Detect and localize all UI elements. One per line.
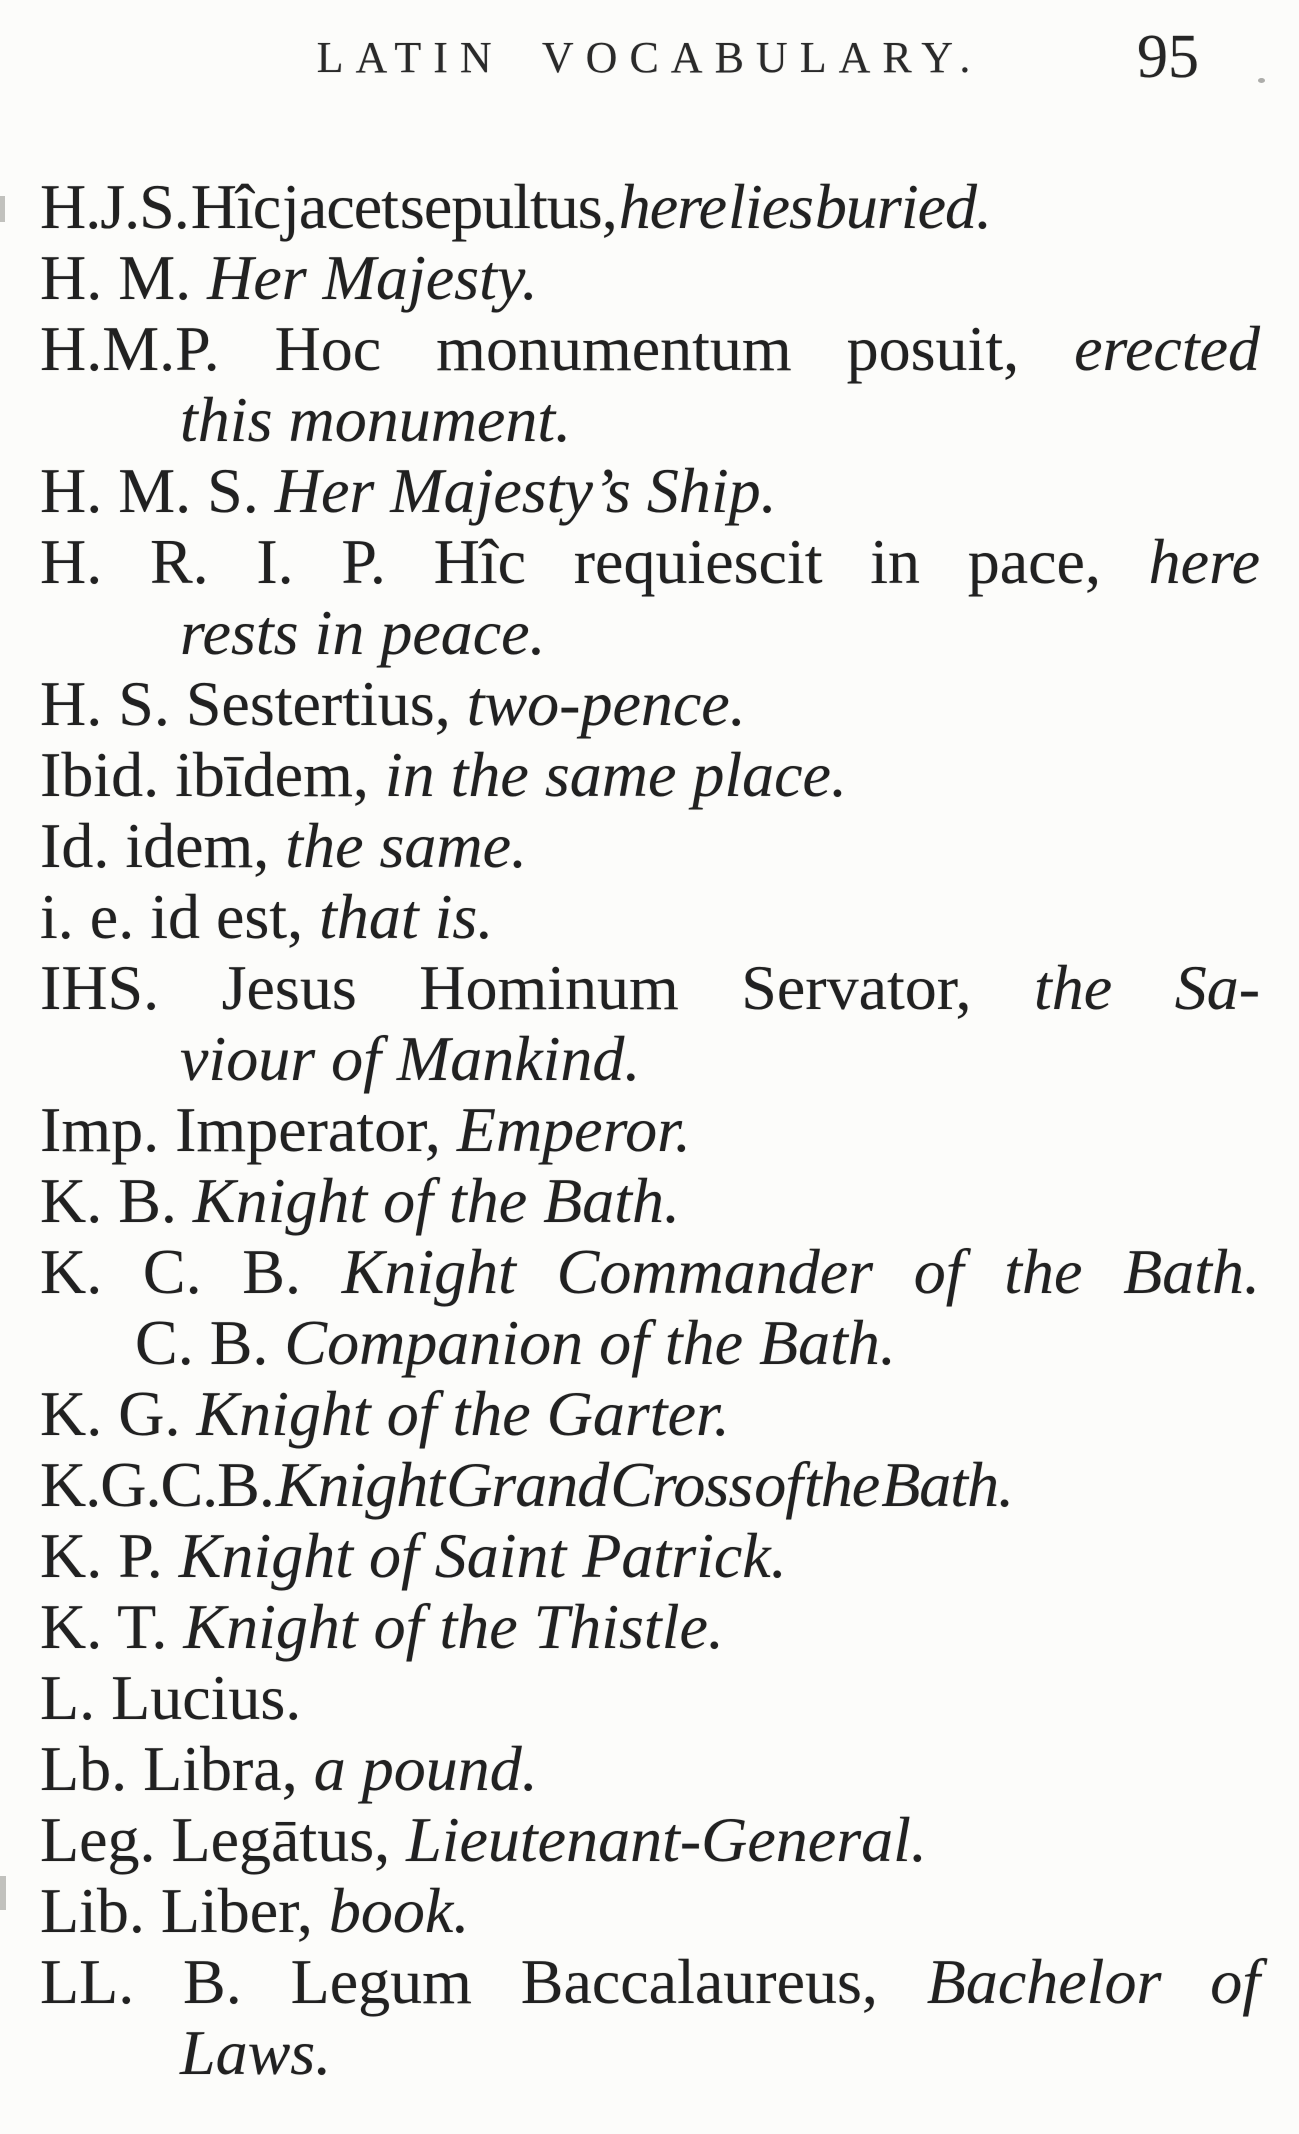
- translation-text: rests in peace.: [180, 597, 546, 668]
- translation-text: Her Majesty’s Ship.: [274, 455, 777, 526]
- translation-text: Knight of the Garter.: [196, 1378, 730, 1449]
- page-body: [40, 171, 1260, 2088]
- latin-text: H. S. Sestertius,: [40, 668, 467, 739]
- latin-text: H. M.: [40, 242, 208, 313]
- translation-text: Knight Grand Cross of the Bath.: [275, 1449, 1014, 1520]
- translation-text: Lieutenant-General.: [406, 1804, 927, 1875]
- translation-text: two-pence.: [466, 668, 746, 739]
- entry-line: [40, 526, 1260, 597]
- latin-text: K. T.: [40, 1591, 184, 1662]
- scan-edge-artifact: [0, 1876, 6, 1910]
- translation-text: the Sa-: [1034, 952, 1261, 1023]
- translation-text: Companion of the Bath.: [284, 1307, 896, 1378]
- latin-text: Ibid. ibīdem,: [40, 739, 385, 810]
- latin-text: Id. idem,: [40, 810, 286, 881]
- translation-text: Knight of Saint Patrick.: [178, 1520, 787, 1591]
- entry-line: [40, 242, 1260, 313]
- latin-text: Lib. Liber,: [40, 1875, 329, 1946]
- translation-text: Emperor.: [456, 1094, 691, 1165]
- latin-text: IHS. Jesus Hominum Servator,: [40, 952, 1035, 1023]
- entry-line: [40, 668, 1260, 739]
- latin-text: LL. B. Legum Baccalaureus,: [40, 1946, 927, 2017]
- translation-text: Laws.: [180, 2017, 332, 2088]
- translation-text: erected: [1074, 313, 1260, 384]
- latin-text: K. C. B.: [40, 1236, 342, 1307]
- running-title: LATIN VOCABULARY.: [316, 33, 983, 82]
- translation-text: Her Majesty.: [207, 242, 538, 313]
- entry-line: [40, 384, 1260, 455]
- entry-line: [40, 1449, 1260, 1520]
- translation-text: that is.: [319, 881, 494, 952]
- entry-line: [40, 1946, 1260, 2017]
- entry-line: [40, 1733, 1260, 1804]
- latin-text: H.M.P. Hoc monumentum posuit,: [40, 313, 1075, 384]
- latin-text: L. Lucius.: [40, 1662, 302, 1733]
- entry-line: [40, 2017, 1260, 2088]
- latin-text: Leg. Legātus,: [40, 1804, 407, 1875]
- entry-line: [40, 313, 1260, 384]
- latin-text: Lb. Libra,: [40, 1733, 314, 1804]
- entry-line: [40, 1520, 1260, 1591]
- translation-text: here lies buried.: [618, 171, 991, 242]
- entry-line: [40, 952, 1260, 1023]
- entry-line: [40, 1094, 1260, 1165]
- entry-line: [40, 1307, 1260, 1378]
- entry-line: [40, 1236, 1260, 1307]
- translation-text: here: [1148, 526, 1260, 597]
- entry-line: [40, 1378, 1260, 1449]
- translation-text: a pound.: [313, 1733, 538, 1804]
- translation-text: Knight of the Thistle.: [183, 1591, 724, 1662]
- scan-speck: [1258, 78, 1265, 83]
- translation-text: Knight of the Bath.: [192, 1165, 680, 1236]
- translation-text: this monument.: [180, 384, 572, 455]
- entry-line: [40, 597, 1260, 668]
- translation-text: book.: [328, 1875, 470, 1946]
- latin-text: H. M. S.: [40, 455, 275, 526]
- latin-text: K. G.: [40, 1378, 197, 1449]
- page-number: 95: [1137, 23, 1199, 91]
- entry-line: [40, 1591, 1260, 1662]
- entry-line: [40, 739, 1260, 810]
- page-header: [0, 20, 1299, 100]
- entry-line: [40, 881, 1260, 952]
- translation-text: Knight Commander of the Bath.: [341, 1236, 1261, 1307]
- latin-text: H. R. I. P. Hîc requiescit in pace,: [40, 526, 1149, 597]
- latin-text: K. P.: [40, 1520, 179, 1591]
- translation-text: the same.: [285, 810, 527, 881]
- entry-line: [40, 810, 1260, 881]
- translation-text: in the same place.: [384, 739, 847, 810]
- entry-line: [40, 1023, 1260, 1094]
- entry-line: [40, 1875, 1260, 1946]
- translation-text: Bachelor of: [926, 1946, 1261, 2017]
- entry-line: [40, 171, 1260, 242]
- scan-edge-artifact: [0, 196, 5, 222]
- latin-text: H.J.S. Hîc jacet sepultus,: [40, 171, 619, 242]
- entry-line: [40, 1165, 1260, 1236]
- entry-line: [40, 1804, 1260, 1875]
- entry-line: [40, 455, 1260, 526]
- latin-text: C. B.: [135, 1307, 285, 1378]
- latin-text: K. B.: [40, 1165, 193, 1236]
- translation-text: viour of Mankind.: [180, 1023, 641, 1094]
- latin-text: Imp. Imperator,: [40, 1094, 457, 1165]
- latin-text: K.G.C.B.: [40, 1449, 276, 1520]
- latin-text: i. e. id est,: [40, 881, 320, 952]
- entry-line: [40, 1662, 1260, 1733]
